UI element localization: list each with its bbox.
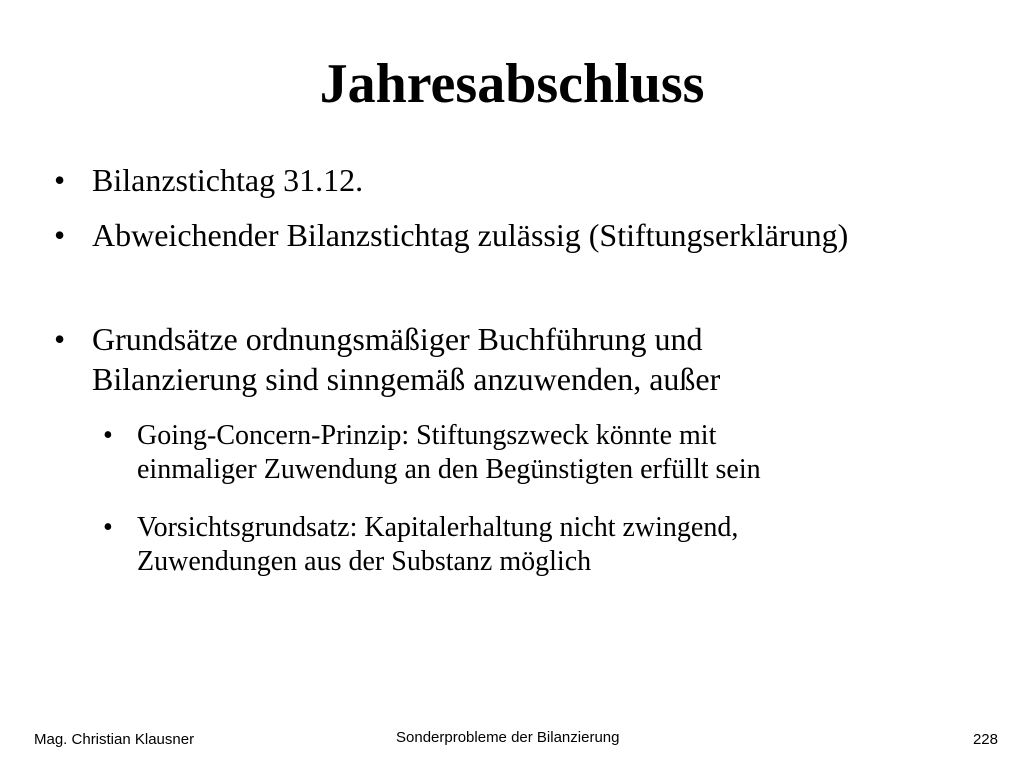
bullet-point: •	[54, 162, 66, 198]
sub-bullet-item-going-concern	[103, 419, 761, 487]
footer-page-number: 228	[972, 731, 998, 748]
sub-bullet-point: •	[103, 420, 113, 451]
bullet-point: •	[54, 321, 66, 357]
footer-author: Mag. Christian Klausner	[34, 731, 195, 748]
bullet-text-line: Bilanzstichtag 31.12.	[92, 162, 364, 198]
bullet-text-line: Grundsätze ordnungsmäßiger Buchführung und	[92, 321, 703, 357]
bullet-item-abweichender-stichtag	[54, 215, 849, 255]
bullet-text-line: Bilanzierung sind sinngemäß anzuwenden, außer	[92, 361, 721, 397]
bullet-text-line: Zuwendungen aus der Substanz möglich	[137, 546, 592, 577]
bullet-item-grundsaetze	[54, 319, 721, 399]
footer-topic: Sonderprobleme der Bilanzierung	[396, 729, 620, 746]
bullet-text-line: Abweichender Bilanzstichtag zulässig (Stiftungserklärung)	[92, 217, 849, 253]
bullet-text-line: Vorsichtsgrundsatz: Kapitalerhaltung nicht zwingend,	[137, 512, 739, 543]
sub-bullet-point: •	[103, 512, 113, 543]
bullet-item-bilanzstichtag	[54, 160, 364, 200]
sub-bullet-item-vorsichtsgrundsatz	[103, 511, 739, 579]
bullet-text-line: einmaliger Zuwendung an den Begünstigten erfüllt sein	[137, 454, 761, 485]
bullet-text-line: Going-Concern-Prinzip: Stiftungszweck könnte mit	[137, 420, 717, 451]
bullet-point: •	[54, 217, 66, 253]
slide-title: Jahresabschluss	[319, 53, 705, 115]
